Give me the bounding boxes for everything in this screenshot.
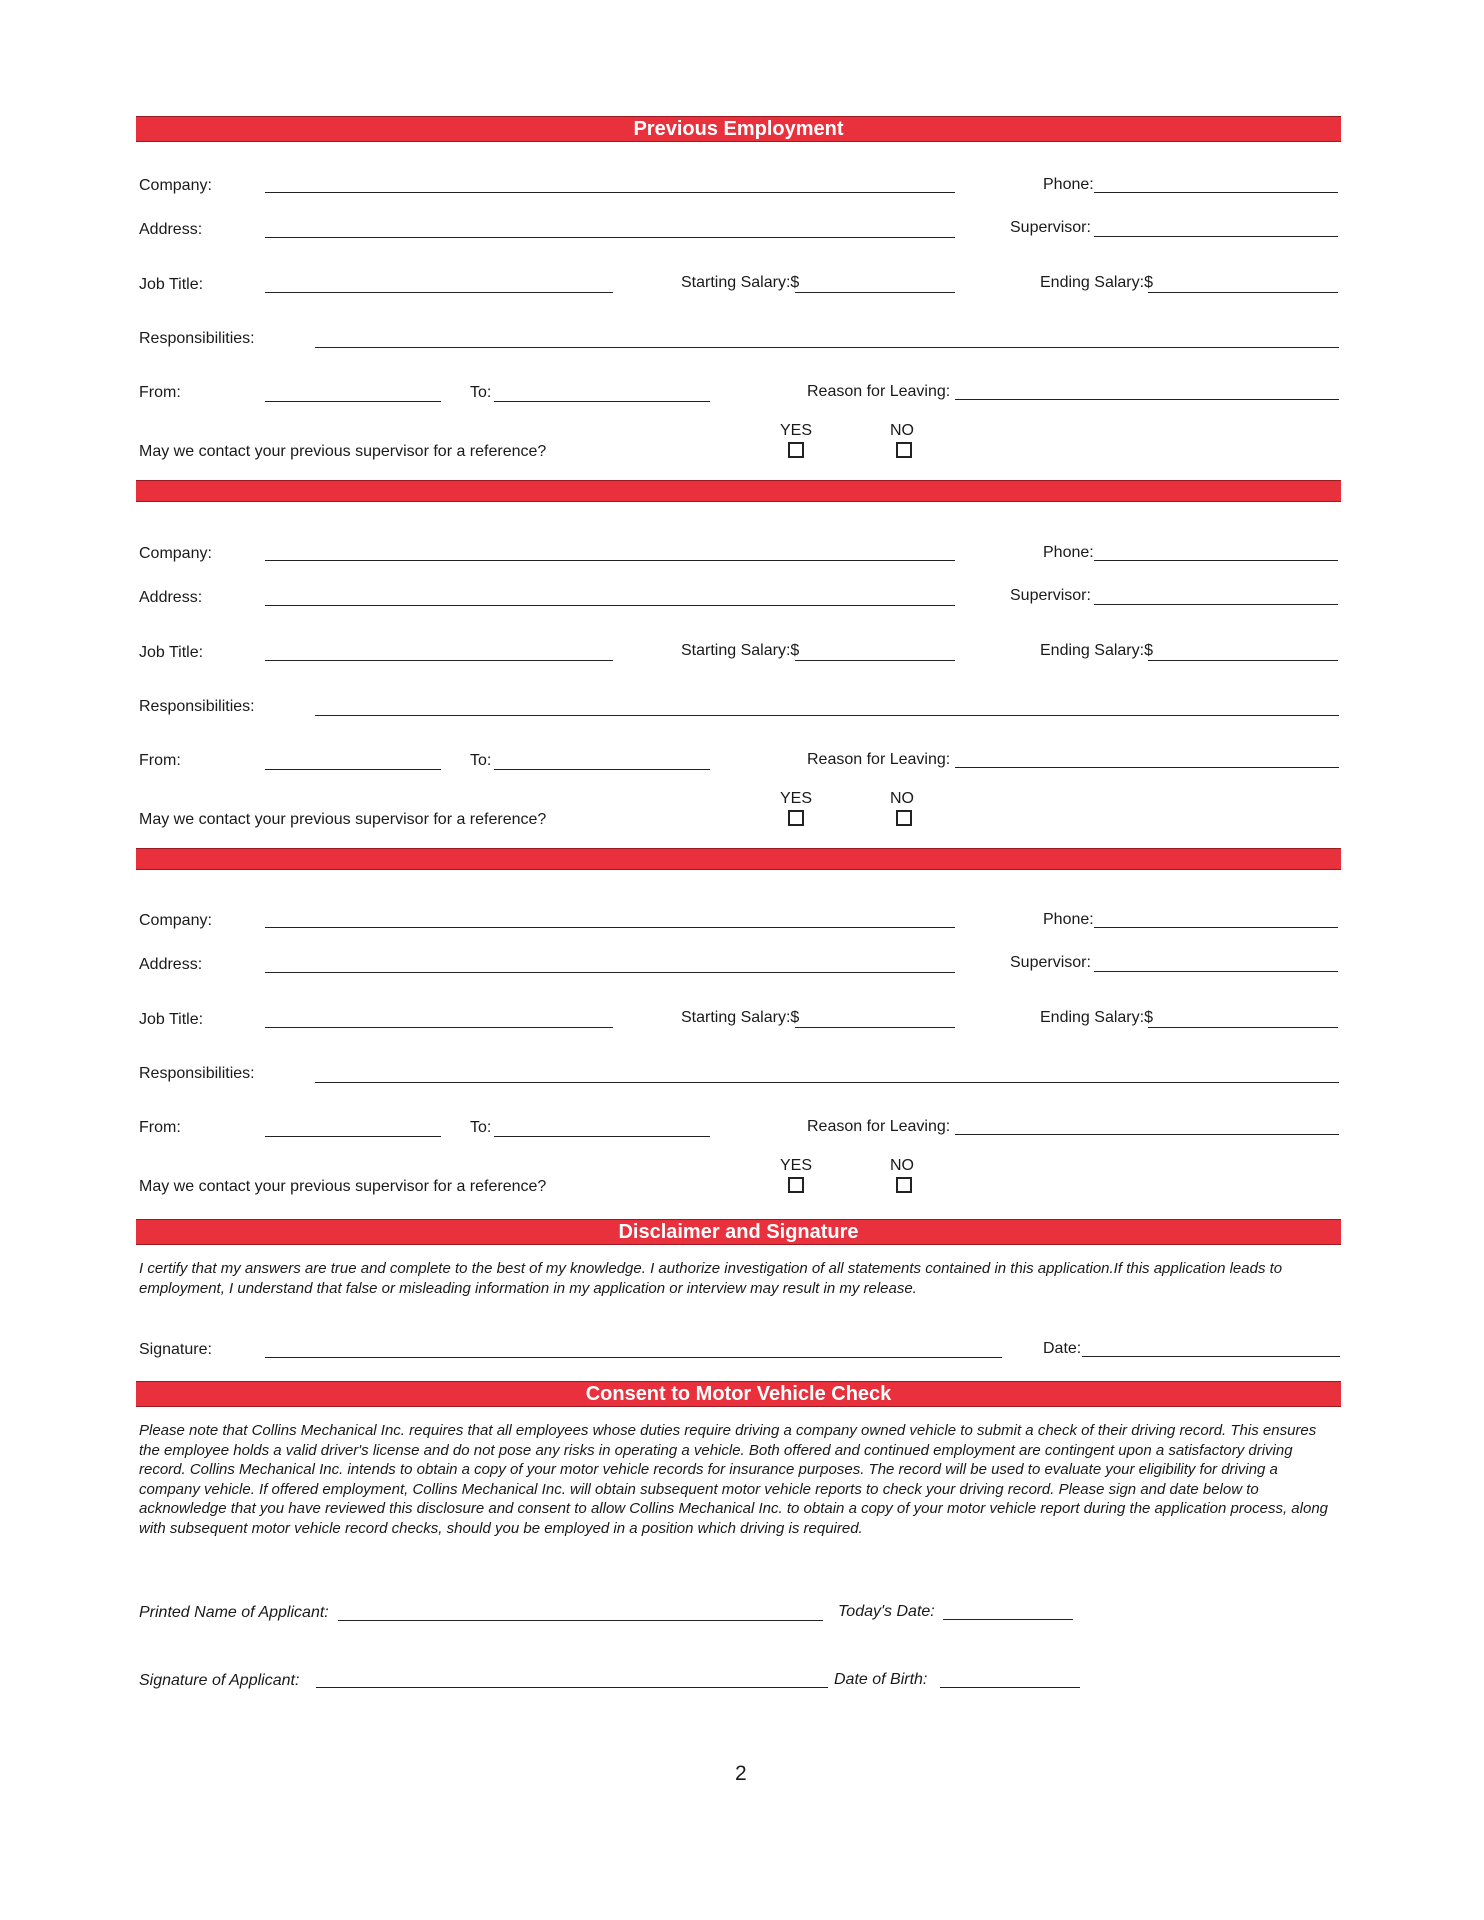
job-title-field[interactable] [265, 292, 613, 293]
yes-checkbox[interactable] [788, 1177, 804, 1193]
ending-salary-field[interactable] [1148, 660, 1338, 661]
supervisor-label: Supervisor: [1010, 219, 1091, 236]
ending-salary-label: Ending Salary:$ [1040, 1009, 1153, 1026]
job-title-field[interactable] [265, 1027, 613, 1028]
signature-of-applicant-label: Signature of Applicant: [139, 1672, 300, 1689]
to-label: To: [470, 384, 492, 401]
section-header-disclaimer: Disclaimer and Signature [136, 1219, 1341, 1245]
company-label: Company: [139, 177, 212, 194]
contact-question: May we contact your previous supervisor for a reference? [139, 1178, 547, 1195]
no-label: NO [890, 422, 914, 439]
reason-label: Reason for Leaving: [807, 383, 951, 400]
supervisor-label: Supervisor: [1010, 954, 1091, 971]
yes-label: YES [780, 790, 813, 807]
to-label: To: [470, 752, 492, 769]
from-label: From: [139, 384, 181, 401]
supervisor-field[interactable] [1094, 971, 1338, 972]
phone-field[interactable] [1094, 927, 1338, 928]
responsibilities-field[interactable] [315, 347, 1339, 348]
responsibilities-label: Responsibilities: [139, 1065, 255, 1082]
to-label: To: [470, 1119, 492, 1136]
phone-field[interactable] [1094, 192, 1338, 193]
responsibilities-label: Responsibilities: [139, 698, 255, 715]
phone-label: Phone: [1043, 544, 1094, 561]
employment-block-3 [0, 735, 1484, 1235]
signature-field[interactable] [265, 1357, 1002, 1358]
starting-salary-label: Starting Salary:$ [681, 642, 800, 659]
starting-salary-field[interactable] [795, 292, 955, 293]
dob-label: Date of Birth: [834, 1671, 928, 1688]
todays-date-field[interactable] [943, 1619, 1073, 1620]
address-label: Address: [139, 589, 203, 606]
ending-salary-label: Ending Salary:$ [1040, 642, 1153, 659]
responsibilities-field[interactable] [315, 1082, 1339, 1083]
date-field[interactable] [1082, 1356, 1340, 1357]
from-label: From: [139, 752, 181, 769]
job-title-label: Job Title: [139, 276, 204, 293]
printed-name-field[interactable] [338, 1620, 823, 1621]
company-field[interactable] [265, 927, 955, 928]
no-label: NO [890, 790, 914, 807]
address-label: Address: [139, 221, 203, 238]
starting-salary-field[interactable] [795, 660, 955, 661]
address-field[interactable] [265, 605, 955, 606]
from-field[interactable] [265, 1136, 441, 1137]
no-checkbox[interactable] [896, 1177, 912, 1193]
ending-salary-label: Ending Salary:$ [1040, 274, 1153, 291]
starting-salary-label: Starting Salary:$ [681, 274, 800, 291]
supervisor-field[interactable] [1094, 604, 1338, 605]
page-number: 2 [735, 1762, 747, 1785]
ending-salary-field[interactable] [1148, 1027, 1338, 1028]
responsibilities-label: Responsibilities: [139, 330, 255, 347]
starting-salary-label: Starting Salary:$ [681, 1009, 800, 1026]
address-label: Address: [139, 956, 203, 973]
reason-field[interactable] [955, 1134, 1339, 1135]
signature-of-applicant-field[interactable] [316, 1687, 828, 1688]
address-field[interactable] [265, 972, 955, 973]
yes-label: YES [780, 1157, 813, 1174]
job-title-label: Job Title: [139, 644, 204, 661]
job-title-field[interactable] [265, 660, 613, 661]
responsibilities-field[interactable] [315, 715, 1339, 716]
printed-name-label: Printed Name of Applicant: [139, 1604, 329, 1621]
reason-label: Reason for Leaving: [807, 1118, 951, 1135]
ending-salary-field[interactable] [1148, 292, 1338, 293]
no-label: NO [890, 1157, 914, 1174]
phone-field[interactable] [1094, 560, 1338, 561]
date-label: Date: [1043, 1340, 1082, 1357]
job-title-label: Job Title: [139, 1011, 204, 1028]
to-field[interactable] [494, 1136, 710, 1137]
contact-question: May we contact your previous supervisor for a reference? [139, 443, 547, 460]
section-header-previous-employment: Previous Employment [136, 116, 1341, 142]
consent-text: Please note that Collins Mechanical Inc. requires that all employees whose duties require driving a company owned vehicle to submit a check of their driving record. This ensures the employee holds a valid driver's license and do not pose any risks in operating a vehicle. Both offered and continued employment are contingent upon a satisfactory driving record. Collins Mechanical Inc. intends to obtain a copy of your motor vehicle records for insurance purposes. The record will be used to evaluate your eligibility for driving a company vehicle. If offered employment, Collins Mechanical Inc. will obtain subsequent motor vehicle reports to check your driving record. Please sign and date below to acknowledge that you have reviewed this disclosure and consent to allow Collins Mechanical Inc. to obtain a copy of your motor vehicle report during the application process, along with subsequent motor vehicle record checks, should you be employed in a position which driving is required. [139, 1422, 1329, 1537]
disclaimer-text: I certify that my answers are true and complete to the best of my knowledge. I authorize investigation of all statements contained in this application.If this application leads to employment, I understand that false or misleading information in my application or interview may result in my release. [139, 1260, 1283, 1297]
address-field[interactable] [265, 237, 955, 238]
company-label: Company: [139, 912, 212, 929]
signature-label: Signature: [139, 1341, 212, 1358]
yes-label: YES [780, 422, 813, 439]
company-field[interactable] [265, 560, 955, 561]
reason-label: Reason for Leaving: [807, 751, 951, 768]
dob-field[interactable] [940, 1687, 1080, 1688]
from-label: From: [139, 1119, 181, 1136]
company-field[interactable] [265, 192, 955, 193]
supervisor-label: Supervisor: [1010, 587, 1091, 604]
phone-label: Phone: [1043, 911, 1094, 928]
starting-salary-field[interactable] [795, 1027, 955, 1028]
contact-question: May we contact your previous supervisor for a reference? [139, 811, 547, 828]
phone-label: Phone: [1043, 176, 1094, 193]
section-header-consent: Consent to Motor Vehicle Check [136, 1381, 1341, 1407]
company-label: Company: [139, 545, 212, 562]
supervisor-field[interactable] [1094, 236, 1338, 237]
todays-date-label: Today's Date: [838, 1603, 935, 1620]
